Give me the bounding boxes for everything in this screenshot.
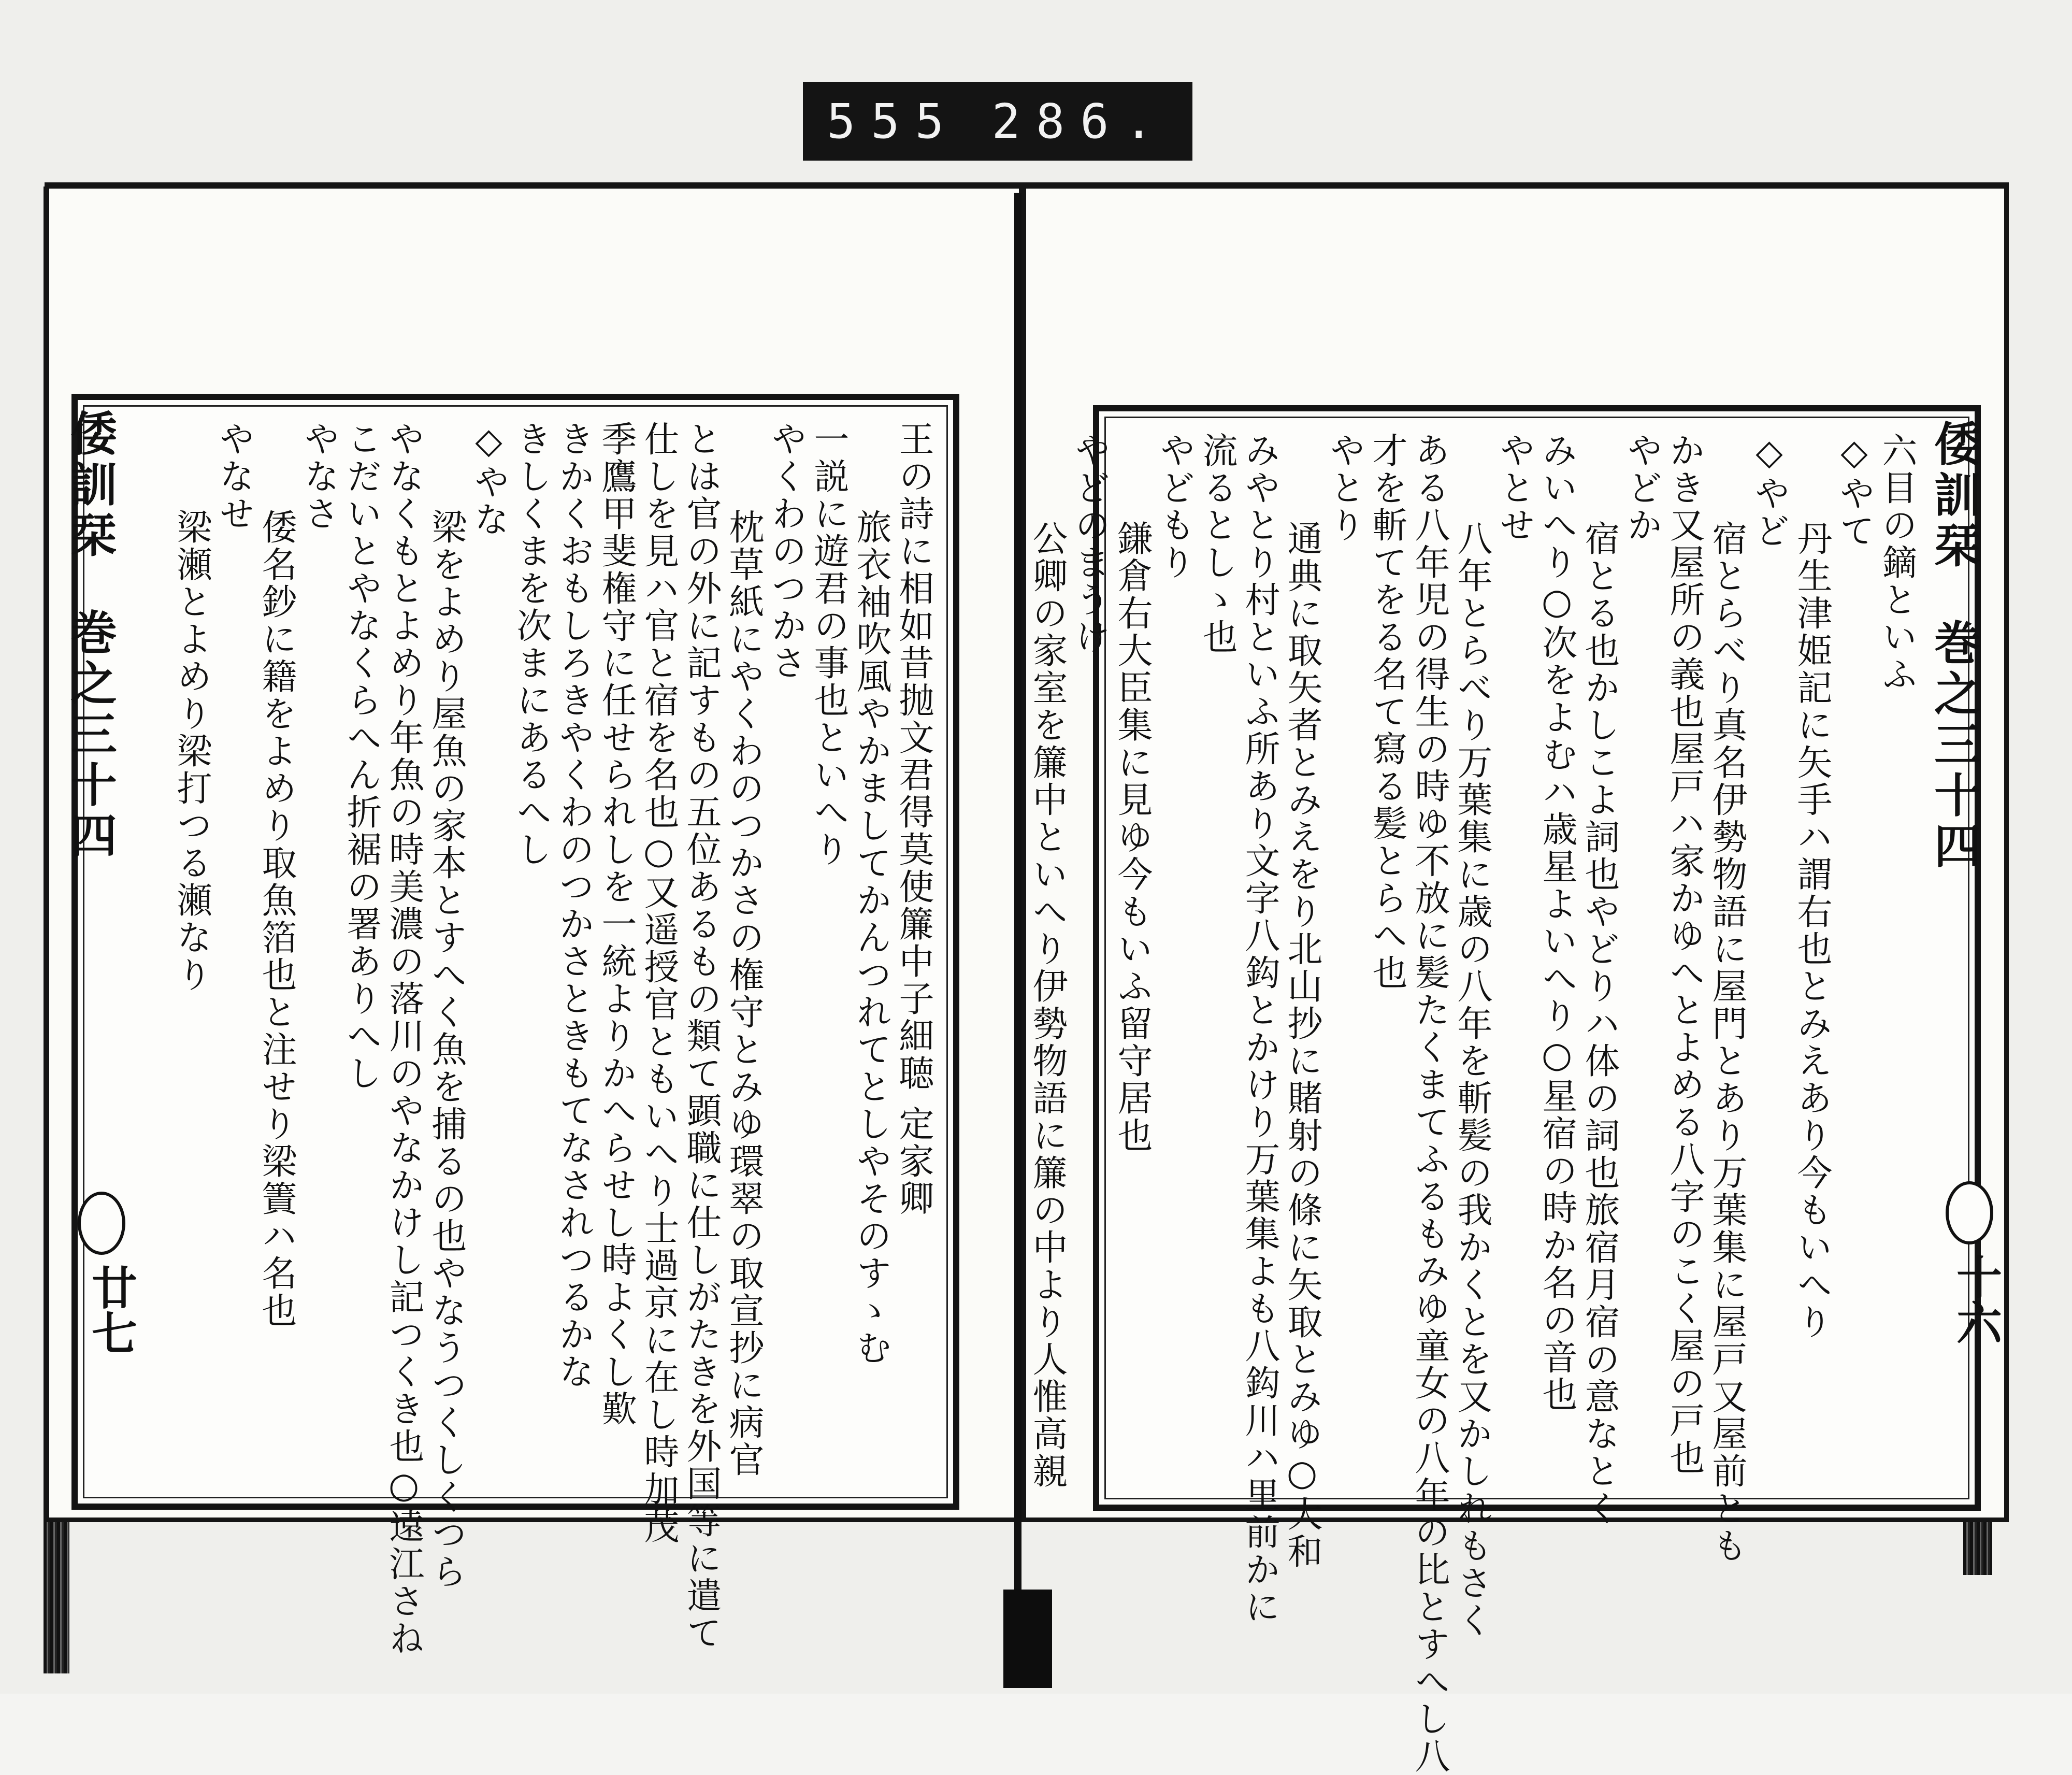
right-title-text: 倭訓栞: [1926, 420, 1981, 572]
left-column: ◇やな: [468, 421, 509, 538]
right-folio-circle: [1946, 1181, 1993, 1244]
call-number-left: 555: [827, 93, 960, 149]
left-column: 梁をよめり屋魚の家本とすへく魚を捕るの也やなうつくしくつら: [426, 509, 467, 1591]
left-column: 旅衣袖吹風やかましてかんつれてとしやそのすゝむ: [851, 509, 891, 1367]
right-folio: 十六: [1949, 1254, 2003, 1345]
spine-tab: [1003, 1590, 1052, 1688]
left-text-frame: [71, 394, 959, 1657]
left-column: きかくおもしろきやくわのつかさときもてなされつるかな: [553, 421, 594, 1391]
right-column: 通典に取矢者とみえをり北山抄に賭射の條に矢取とみゆ○大和: [1282, 520, 1322, 1570]
left-column: やくわのつかさ: [766, 421, 807, 682]
call-number-right: 286.: [991, 93, 1169, 149]
right-volume-text: 巻之三十四: [1926, 619, 1981, 872]
left-column: 梁瀬とよめり梁打つる瀬なり: [171, 509, 212, 994]
left-column: 王の詩に相如昔抛文君得莫使簾中子細聴 定家卿: [893, 421, 934, 1218]
right-column: 流るとしゝ也: [1197, 432, 1238, 656]
left-column: やなくもとよめり年魚の時美濃の落川のやなかけし記つくき也○遠江さね: [383, 421, 424, 1657]
right-column: 八年とらべり万葉集に歳の八年を斬髪の我かくとを又かしれもさく: [1451, 520, 1492, 1639]
right-text-frame: [1027, 405, 1981, 1775]
right-column: ある八年児の得生の時ゆ不放に髪たくまてふるもみゆ童女の八年の比とすへし八: [1409, 432, 1450, 1775]
left-column: やなさ: [298, 421, 339, 533]
left-column: こだいとやなくらへん折裾の署ありへし: [341, 421, 382, 1092]
left-column: 季鷹甲斐権守に任せられしを一統よりかへらせし時よくし歎: [596, 421, 637, 1428]
right-column: みいへり○次をよむハ歳星よいへり○星宿の時か名の音也: [1536, 432, 1577, 1413]
right-column: 六目の鏑といふ: [1876, 432, 1917, 693]
right-column: ◇やて: [1834, 432, 1875, 550]
left-column: やなせ: [213, 421, 254, 533]
right-column: やどか: [1621, 432, 1662, 544]
left-title-text: 倭訓栞: [62, 409, 117, 562]
left-column: きしくまを次まにあるへし: [511, 421, 552, 868]
right-column: やどもり: [1154, 432, 1195, 581]
left-folio: 廿七: [84, 1264, 138, 1355]
left-column: 倭名鈔に籍をよめり取魚箔也と注せり梁簀ハ名也: [256, 509, 297, 1329]
right-column: 鎌倉右大臣集に見ゆ今もいふ留守居也: [1112, 520, 1153, 1154]
right-column: やとせ: [1494, 432, 1535, 544]
call-number-label: [803, 82, 1192, 161]
book-spine: [1014, 193, 1021, 1592]
left-column: とは官の外に記すもの五位あるもの類て顕職に仕しがたきを外国等に遣て: [681, 421, 722, 1652]
right-column: 公卿の家室を簾中といへり伊勢物語に簾の中より人惟高親: [1027, 520, 1068, 1490]
right-column: やどのまうけ: [1069, 432, 1110, 656]
left-volume-text: 巻之三十四: [62, 608, 117, 862]
right-column: 才を斬てをる名て寫る髪とらへ也: [1366, 432, 1407, 992]
right-column: ◇やど: [1749, 432, 1790, 550]
left-folio-circle: [78, 1192, 125, 1255]
right-column: みやとり村といふ所あり文字八鈎とかけり万葉集よも八鈎川ハ里前かに: [1239, 432, 1280, 1626]
left-text-columns: [130, 421, 934, 1657]
left-column: 枕草紙にやくわのつかさの権守とみゆ環翠の取宣抄に病官: [723, 509, 764, 1479]
right-column: かき又屋所の義也屋戸ハ家かゆへとよめる八字のこく屋の戸也: [1664, 432, 1705, 1477]
left-column: 一説に遊君の事也といへり: [808, 421, 849, 868]
right-column: やとり: [1324, 432, 1365, 544]
right-text-columns: [1027, 432, 1918, 1775]
right-column: 宿とる也かしこよ詞也やどりハ体の詞也旅宿月宿の意なとく: [1579, 520, 1620, 1527]
right-column: 宿とらべり真名伊勢物語に屋門とあり万葉集に屋戸又屋前とも: [1706, 520, 1747, 1565]
left-column: 仕しを見ハ官と宿を名也○又遥授官ともいへり士過京に在し時加茂: [638, 421, 679, 1545]
right-column: 丹生津姫記に矢手ハ謂右也とみえあり今もいへり: [1791, 520, 1832, 1341]
